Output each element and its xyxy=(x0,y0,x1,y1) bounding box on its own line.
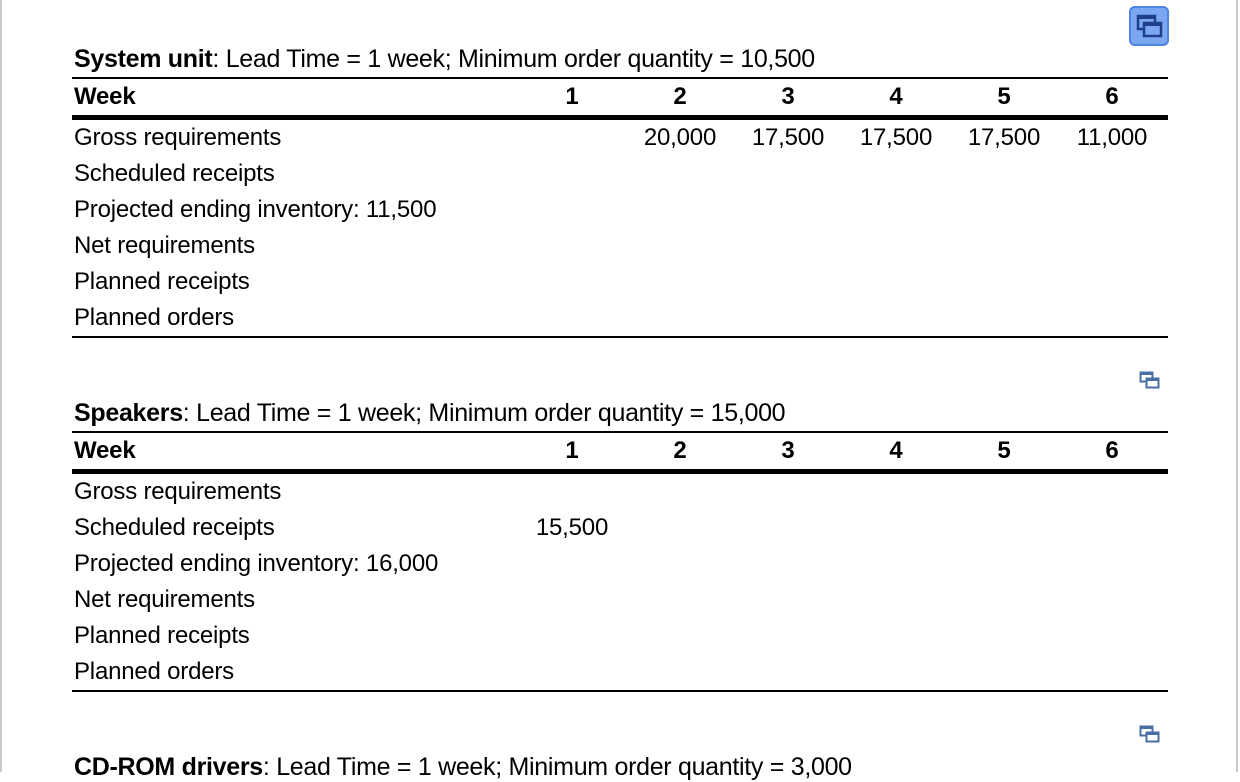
table-bottom-rule xyxy=(72,336,1168,338)
item-spec: : Lead Time = 1 week; Minimum order quantity = 15,000 xyxy=(182,399,786,427)
table-bottom-rule xyxy=(72,690,1168,692)
item-name: Speakers xyxy=(74,399,183,427)
row-label: Projected ending inventory: 16,000 xyxy=(74,550,439,577)
table-row-projected-ending-inventory xyxy=(74,546,1168,582)
popout-button-system-unit[interactable] xyxy=(1129,6,1169,46)
cell-week-1: 15,500 xyxy=(535,514,609,541)
popout-window-icon xyxy=(1139,371,1161,391)
week-col-5: 5 xyxy=(997,83,1011,110)
week-col-2: 2 xyxy=(673,83,687,110)
cell-week-6: 11,000 xyxy=(1076,124,1148,151)
row-label: Gross requirements xyxy=(74,124,282,151)
table-row-scheduled-receipts xyxy=(74,510,1168,546)
week-label: Week xyxy=(74,83,136,110)
row-label: Net requirements xyxy=(74,586,255,613)
row-label: Scheduled receipts xyxy=(74,160,275,187)
popout-window-icon xyxy=(1139,725,1161,745)
cell-week-3: 17,500 xyxy=(751,124,825,151)
table-row-net-requirements xyxy=(74,582,1168,618)
table-row-projected-ending-inventory xyxy=(74,192,1168,228)
table-row-net-requirements xyxy=(74,228,1168,264)
popout-window-icon xyxy=(1129,6,1169,46)
row-label: Projected ending inventory: 11,500 xyxy=(74,196,437,223)
item-spec: : Lead Time = 1 week; Minimum order quantity = 3,000 xyxy=(262,753,852,781)
week-col-4: 4 xyxy=(889,83,903,110)
table-row-planned-orders xyxy=(74,654,1168,690)
table-row-planned-receipts xyxy=(74,618,1168,654)
table-row-scheduled-receipts xyxy=(74,156,1168,192)
cell-week-5: 17,500 xyxy=(967,124,1041,151)
row-label: Net requirements xyxy=(74,232,255,259)
table-title xyxy=(74,44,815,74)
table-title xyxy=(74,398,785,428)
row-label: Planned receipts xyxy=(74,268,250,295)
popout-button-cd-rom-drivers[interactable] xyxy=(1139,725,1161,745)
page-frame-left xyxy=(0,0,2,772)
page-frame-right xyxy=(1236,0,1238,772)
item-spec: : Lead Time = 1 week; Minimum order quantity = 10,500 xyxy=(212,45,815,73)
cell-week-4: 17,500 xyxy=(859,124,933,151)
cell-week-2: 20,000 xyxy=(643,124,717,151)
row-label: Planned orders xyxy=(74,658,234,685)
row-label: Planned receipts xyxy=(74,622,250,649)
week-label: Week xyxy=(74,437,136,464)
week-col-4: 4 xyxy=(889,437,903,464)
row-label: Gross requirements xyxy=(74,478,282,505)
table-row-planned-receipts xyxy=(74,264,1168,300)
week-col-3: 3 xyxy=(781,437,795,464)
week-col-5: 5 xyxy=(997,437,1011,464)
table-row-gross-requirements xyxy=(74,474,1168,510)
week-header-row xyxy=(74,433,1168,469)
row-label: Scheduled receipts xyxy=(74,514,275,541)
table-row-planned-orders xyxy=(74,300,1168,336)
week-col-6: 6 xyxy=(1105,83,1119,110)
row-label: Planned orders xyxy=(74,304,234,331)
week-col-1: 1 xyxy=(565,437,579,464)
popout-button-speakers[interactable] xyxy=(1139,371,1161,391)
week-col-1: 1 xyxy=(565,83,579,110)
table-row-gross-requirements xyxy=(74,120,1168,156)
week-col-2: 2 xyxy=(673,437,687,464)
week-col-3: 3 xyxy=(781,83,795,110)
table-title xyxy=(74,752,852,782)
item-name: CD-ROM drivers xyxy=(74,753,263,781)
week-header-row xyxy=(74,79,1168,115)
item-name: System unit xyxy=(74,45,213,73)
week-col-6: 6 xyxy=(1105,437,1119,464)
